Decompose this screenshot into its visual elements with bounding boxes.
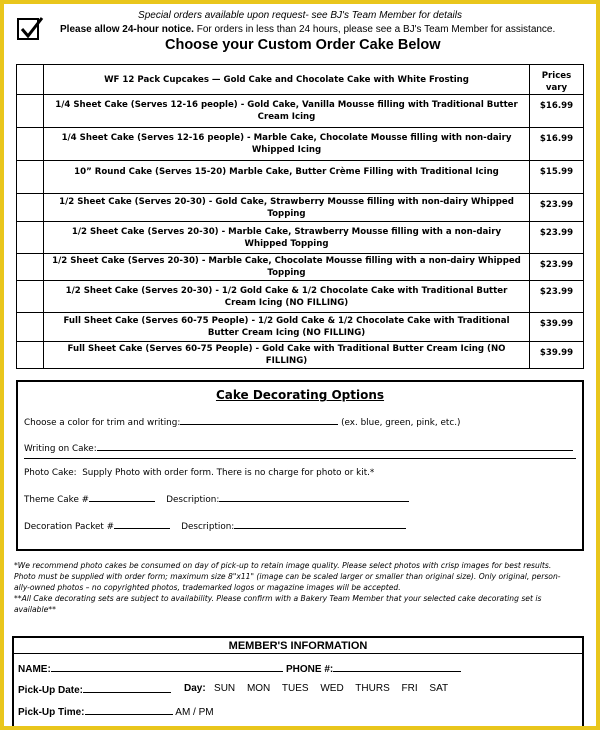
name-label: NAME: [18,664,51,675]
decorating-options-box [16,380,584,551]
select-cell[interactable] [17,222,44,254]
photo-text: Supply Photo with order form. There is no charge for photo or kit.* [82,468,375,478]
cake-price: $23.99 [530,254,584,281]
select-cell[interactable] [17,161,44,194]
writing-label: Writing on Cake: [24,444,97,454]
table-row [17,95,584,128]
note-line: *We recommend photo cakes be consumed on day of pick-up to retain image quality. Please select photos with crisp images for best results. [14,561,552,570]
packet-description-label: Description: [181,522,235,532]
phone-label: PHONE #: [286,664,334,675]
select-cell[interactable] [17,281,44,313]
pickup-date-row [18,683,171,696]
day-option-wed[interactable]: WED [320,683,344,694]
writing-row [24,442,573,454]
name-row [18,662,283,675]
table-row [17,254,584,281]
cake-desc: Full Sheet Cake (Serves 60-75 People) - 1/2 Gold Cake & 1/2 Chocolate Cake with Traditional Butter Cream Icing (NO FILLING) [44,313,530,342]
name-field[interactable] [51,662,283,672]
day-option-mon[interactable]: MON [246,683,271,694]
cake-options-table [16,64,584,369]
notice-bold: Please allow 24-hour notice. [60,24,194,35]
cake-price: $23.99 [530,281,584,313]
cake-price: $23.99 [530,222,584,254]
select-cell[interactable] [17,95,44,128]
phone-row [286,662,461,675]
phone-field[interactable] [333,662,461,672]
day-options [214,683,457,694]
color-hint: (ex. blue, green, pink, etc.) [341,418,461,428]
table-row [17,194,584,222]
table-row [17,342,584,369]
theme-row [24,493,409,505]
cake-price: $23.99 [530,194,584,222]
pickup-date-field[interactable] [83,683,171,693]
table-row [17,222,584,254]
select-cell[interactable] [17,254,44,281]
cake-desc: 1/2 Sheet Cake (Serves 20-30) - Gold Cake, Strawberry Mousse filling with non-dairy Whipped Topping [44,194,530,222]
day-option-thurs[interactable]: THURS [355,683,390,694]
special-orders-note: Special orders available upon request- see BJ's Team Member for details [138,10,462,21]
cake-price: Prices vary [530,65,584,95]
cake-desc: 1/2 Sheet Cake (Serves 20-30) - Marble Cake, Chocolate Mousse filling with a non-dairy Whipped Topping [44,254,530,281]
day-option-sat[interactable]: SAT [429,683,449,694]
cake-desc: WF 12 Pack Cupcakes — Gold Cake and Chocolate Cake with White Frosting [44,65,530,95]
theme-description-label: Description: [166,495,220,505]
pickup-time-label: Pick-Up Time: [18,707,85,718]
table-row [17,161,584,194]
color-row [24,416,460,428]
cake-desc: 1/2 Sheet Cake (Serves 20-30) - Marble Cake, Strawberry Mousse filling with a non-dairy Whipped Topping [44,222,530,254]
writing-field-line2[interactable] [24,458,576,459]
notice-rest: For orders in less than 24 hours, please see a BJ's Team Member for assistance. [193,24,556,35]
table-row [17,65,584,95]
table-row [17,128,584,161]
decorating-title: Cake Decorating Options [215,388,385,402]
cake-price: $15.99 [530,161,584,194]
cake-price: $39.99 [530,342,584,369]
table-row [17,281,584,313]
day-option-sun[interactable]: SUN [214,683,236,694]
day-option-tues[interactable]: TUES [281,683,309,694]
day-option-fri[interactable]: FRI [401,683,418,694]
table-row [17,313,584,342]
cake-desc: 10” Round Cake (Serves 15-20) Marble Cake, Butter Crème Filling with Traditional Icing [44,161,530,194]
packet-number-field[interactable] [114,520,170,529]
packet-row [24,520,406,532]
day-label: Day: [184,683,206,694]
select-cell[interactable] [17,313,44,342]
members-information-title: MEMBER'S INFORMATION [14,638,582,654]
theme-description-field[interactable] [219,493,409,502]
note-line: available** [14,605,56,614]
pickup-date-label: Pick-Up Date: [18,685,84,696]
color-label: Choose a color for trim and writing: [24,418,181,428]
notes-block [14,560,588,615]
note-line: ally-owned photos – no copyrighted photos, trademarked logos or magazine images will be accepted. [14,583,401,592]
ampm-label: AM / PM [175,707,214,718]
photo-label: Photo Cake: [24,468,77,478]
page-title: Choose your Custom Order Cake Below [165,37,441,53]
cake-price: $39.99 [530,313,584,342]
note-line: **All Cake decorating sets are subject to availability. Please confirm with a Bakery Team Member that your selected cake decorating set is [14,594,542,603]
select-cell[interactable] [17,65,44,95]
select-cell[interactable] [17,342,44,369]
select-cell[interactable] [17,194,44,222]
checkbox-icon [17,18,39,40]
pickup-time-field[interactable] [85,705,173,715]
writing-field[interactable] [97,442,573,451]
members-information-box [12,636,584,726]
cake-desc: 1/2 Sheet Cake (Serves 20-30) - 1/2 Gold Cake & 1/2 Chocolate Cake with Traditional Butter Cream Icing (NO FILLING) [44,281,530,313]
cake-price: $16.99 [530,128,584,161]
cake-price: $16.99 [530,95,584,128]
notice-line [60,24,555,35]
cake-desc: Full Sheet Cake (Serves 60-75 People) - Gold Cake with Traditional Butter Cream Icing (NO FILLING) [44,342,530,369]
cake-desc: 1/4 Sheet Cake (Serves 12-16 people) - Gold Cake, Vanilla Mousse filling with Traditional Butter Cream Icing [44,95,530,128]
day-row [184,683,457,694]
color-field[interactable] [180,416,338,425]
note-line: Photo must be supplied with order form; maximum size 8"x11" (image can be scaled larger or smaller than original size). Only original, person- [14,572,561,581]
packet-label: Decoration Packet # [24,522,115,532]
theme-number-field[interactable] [89,493,155,502]
select-cell[interactable] [17,128,44,161]
photo-row [24,468,374,478]
packet-description-field[interactable] [234,520,406,529]
pickup-time-row [18,705,214,718]
cake-desc: 1/4 Sheet Cake (Serves 12-16 people) - Marble Cake, Chocolate Mousse filling with non-dairy Whipped Icing [44,128,530,161]
theme-label: Theme Cake # [24,495,90,505]
